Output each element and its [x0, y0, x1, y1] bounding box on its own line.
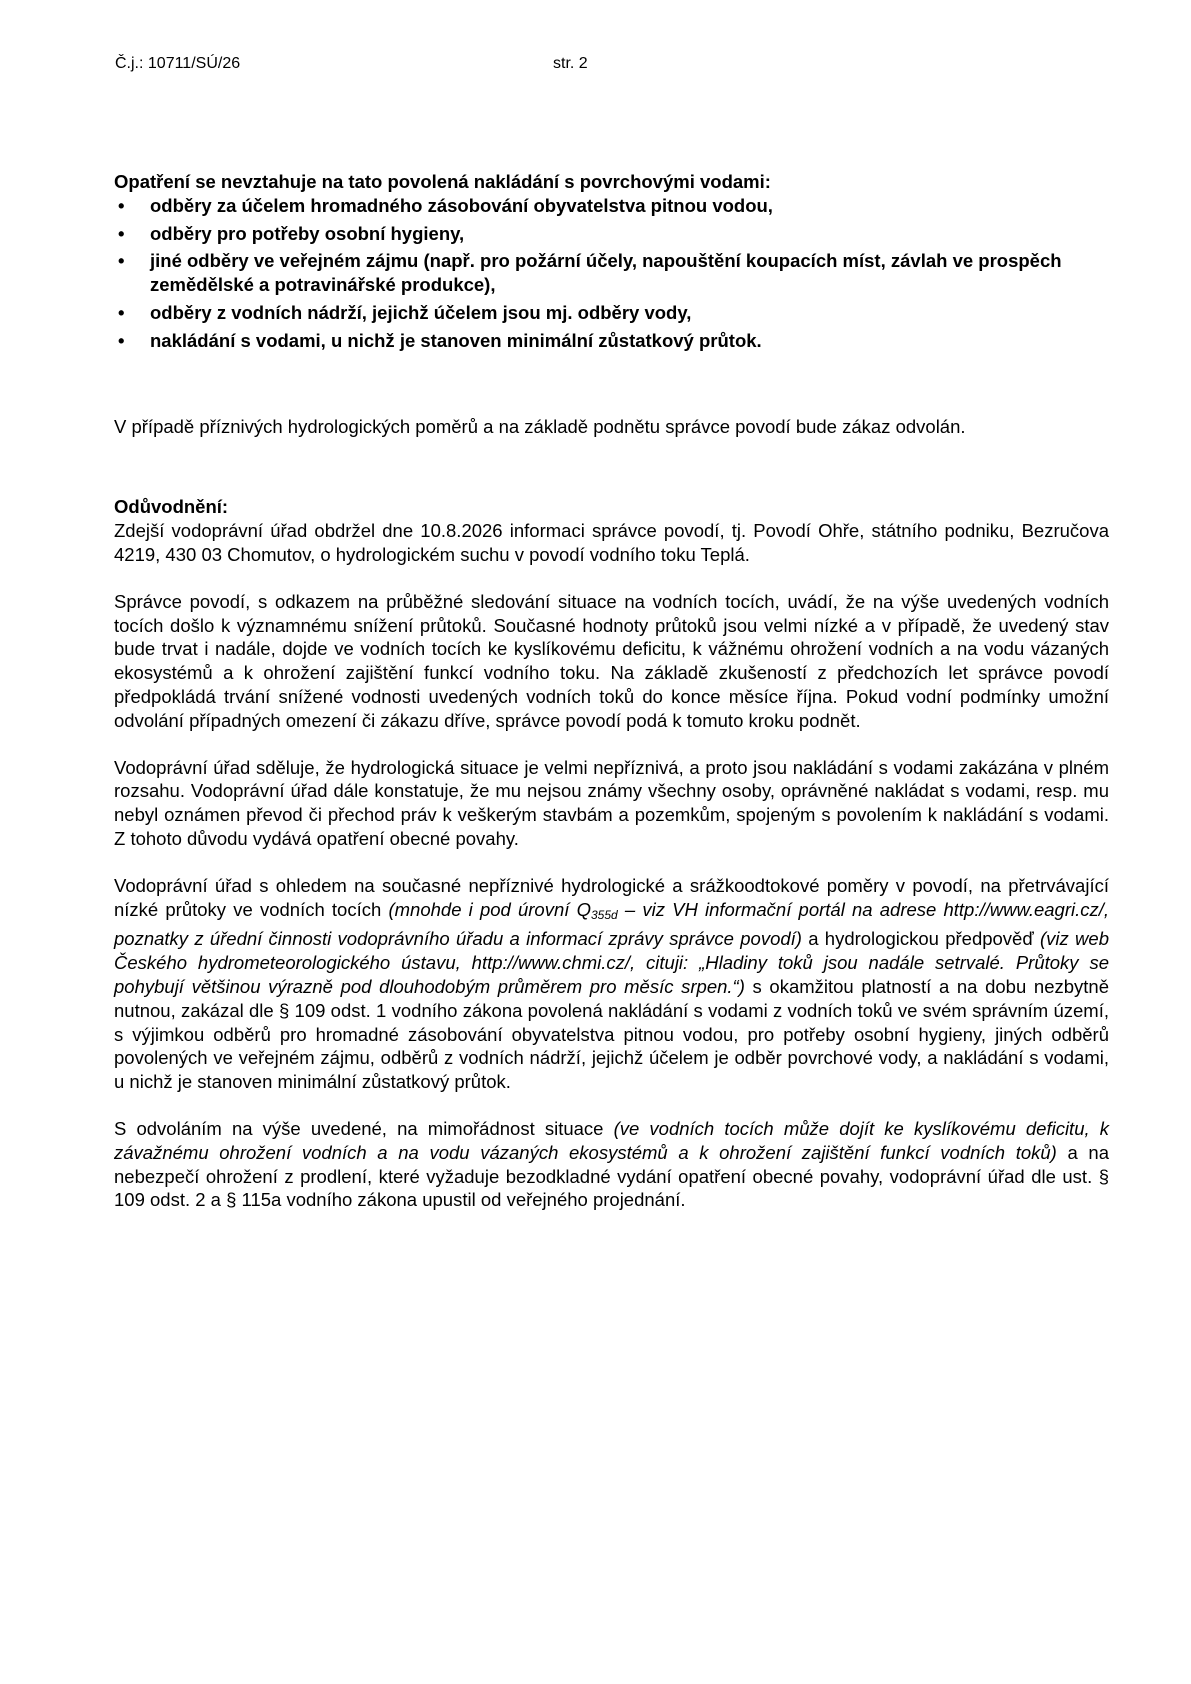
page-number: str. 2: [553, 55, 588, 72]
paragraph-text: a hydrologickou předpověď: [801, 928, 1040, 950]
justification-paragraph-3: Vodoprávní úřad sděluje, že hydrologická situace je velmi nepříznivá, a proto jsou nakládání s vodami zakázána v plném rozsahu. Vodoprávní úřad dále konstatuje, že mu nejsou známy všechny osoby, oprávněné nakládat s vodami, resp. mu nebyl oznámen převod či přechod práv k veškerým stavbám a pozemkům, spojeným s povolením k nakládání s vodami. Z tohoto důvodu vydává opatření obecné povahy.: [114, 756, 1109, 849]
justification-paragraph-1: Zdejší vodoprávní úřad obdržel dne 10.8.2026 informaci správce povodí, tj. Povodí Ohře, státního podniku, Bezručova 4219, 430 03 Chomutov, o hydrologickém suchu v povodí vodního toku Teplá.: [114, 520, 1109, 565]
justification-paragraph-4: [114, 874, 1109, 1094]
spacer: [114, 733, 1109, 756]
list-item: • odběry za účelem hromadného zásobování obyvatelstva pitnou vodou,: [114, 194, 1109, 218]
paragraph-text: Vodoprávní úřad s ohledem na současné nepříznivé hydrologické a srážkoodtokové poměry v povodí, na přetrvávající nízké průtoky ve vodních tocích: [114, 874, 1109, 920]
document-body: [114, 170, 1109, 1212]
paragraph-text-italic: (ve vodních tocích může dojít ke kyslíkovému deficitu, k závažnému ohrožení vodních a na vodu vázaných ekosystémů a k ohrožení zajištění funkcí vodních toků): [114, 1117, 1109, 1163]
list-item: • nakládání s vodami, u nichž je stanoven minimální zůstatkový průtok.: [114, 329, 1109, 353]
flow-subscript: 355d: [590, 907, 618, 922]
exemptions-list: [114, 194, 1109, 353]
spacer: [114, 851, 1109, 874]
exemptions-intro: Opatření se nevztahuje na tato povolená nakládání s povrchovými vodami:: [114, 171, 771, 192]
paragraph-text: S odvoláním na výše uvedené, na mimořádnost situace: [114, 1117, 614, 1139]
paragraph-text-italic: (mnohde i pod úrovní Q: [388, 898, 591, 920]
paragraph-text-italic: (viz web Českého hydrometeorologického ústavu, http://www.chmi.cz/, cituji: „Hladiny toků jsou nadále setrvalé. Průtoky se pohybují většinou výrazně pod dlouhodobým průměrem pro měsíc srpen.“): [114, 928, 1109, 997]
paragraph-text: a na nebezpečí ohrožení z prodlení, které vyžaduje bezodkladné vydání opatření obecné povahy, vodoprávní úřad dle ust. § 109 odst. 2 a § 115a vodního zákona upustil od veřejného projednání.: [114, 1141, 1109, 1211]
list-item: • jiné odběry ve veřejném zájmu (např. pro požární účely, napouštění koupacích míst, závlah ve prospěch zemědělské a potravinářské produkce),: [114, 249, 1109, 297]
revocation-paragraph: V případě příznivých hydrologických poměrů a na základě podnětu správce povodí bude zákaz odvolán.: [114, 415, 966, 437]
spacer: [114, 357, 1109, 415]
list-item: • odběry pro potřeby osobní hygieny,: [114, 222, 1109, 246]
justification-paragraph-5: [114, 1117, 1109, 1212]
list-item: • odběry z vodních nádrží, jejichž účelem jsou mj. odběry vody,: [114, 301, 1109, 325]
spacer: [114, 438, 1109, 495]
reference-number: Č.j.: 10711/SÚ/26: [115, 55, 241, 72]
paragraph-text: s okamžitou platností a na dobu nezbytně nutnou, zakázal dle § 109 odst. 1 vodního zákona povolená nakládání s vodami z vodních toků ve svém správním území, s výjimkou odběrů pro hromadné zásobování obyvatelstva pitnou vodou, pro potřeby osobní hygieny, jiných odběrů povolených ve veřejném zájmu, odběrů z vodních nádrží, jejichž účelem je odběr povrchové vody, a nakládání s vodami, u nichž je stanoven minimální zůstatkový průtok.: [114, 975, 1109, 1093]
spacer: [114, 567, 1109, 590]
spacer: [114, 1094, 1109, 1117]
justification-heading: Odůvodnění:: [114, 496, 229, 518]
paragraph-text-italic: – viz VH informační portál na adrese http://www.eagri.cz/, poznatky z úřední činnosti vodoprávního úřadu a informací zprávy správce povodí): [114, 898, 1110, 950]
justification-paragraph-2: Správce povodí, s odkazem na průběžné sledování situace na vodních tocích, uvádí, že na výše uvedených vodních tocích došlo k významnému snížení průtoků. Současné hodnoty průtoků jsou velmi nízké a v případě, že uvedený stav bude trvat i nadále, dojde ve vodních tocích ke kyslíkovému deficitu, k vážnému ohrožení vodních a na vodu vázaných ekosystémů a k ohrožení zajištění funkcí vodního toku. Na základě zkušeností z předchozích let správce povodí předpokládá trvání snížené vodnosti uvedených vodních toků do konce měsíce října. Pokud vodní podmínky umožní odvolání případných omezení či zákazu dříve, správce povodí podá k tomuto kroku podnět.: [114, 590, 1109, 731]
